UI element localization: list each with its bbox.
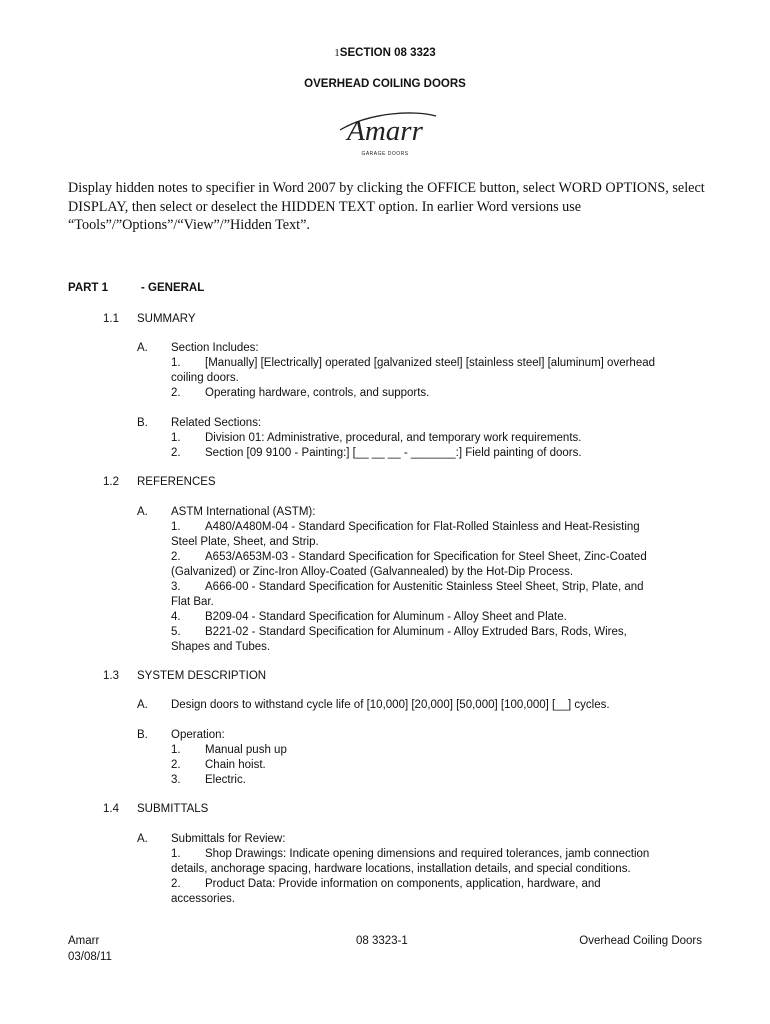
item-text-cont: coiling doors. (171, 372, 239, 384)
item-number: 1. (171, 357, 181, 369)
item-number: 3. (171, 581, 181, 593)
footer-document-title: Overhead Coiling Doors (579, 935, 702, 947)
section-prefix: 1 (334, 47, 340, 59)
item-text: [Manually] [Electrically] operated [galvanized steel] [stainless steel] [aluminum] overhead (205, 357, 656, 369)
item-text: Shop Drawings: Indicate opening dimensions and required tolerances, jamb connection (205, 848, 650, 860)
item-text-cont: Steel Plate, Sheet, and Strip. (171, 536, 319, 548)
amarr-logo-graphic (320, 106, 450, 162)
item-text: Manual push up (205, 744, 287, 756)
article-number: 1.2 (103, 476, 119, 488)
section-heading (0, 47, 770, 59)
item-text: Product Data: Provide information on components, application, hardware, and (205, 878, 601, 890)
item-number: 2. (171, 878, 181, 890)
item-text: A653/A653M-03 - Standard Specification for Specification for Steel Sheet, Zinc-Coated (205, 551, 647, 563)
article-number: 1.1 (103, 313, 119, 325)
item-number: 1. (171, 744, 181, 756)
article-title: SYSTEM DESCRIPTION (137, 670, 267, 682)
item-text-cont: details, anchorage spacing, hardware locations, installation details, and special conditions. (171, 863, 631, 875)
footer-date: 03/08/11 (68, 951, 112, 963)
paragraph-letter: B. (137, 729, 148, 741)
item-text-cont: accessories. (171, 893, 235, 905)
section-title: SECTION 08 3323 (339, 47, 436, 59)
item-text: A480/A480M-04 - Standard Specification for Flat-Rolled Stainless and Heat-Resisting (205, 521, 640, 533)
item-text: Electric. (205, 774, 246, 786)
paragraph-letter: A. (137, 342, 148, 354)
paragraph-title: Submittals for Review: (171, 833, 286, 845)
item-number: 1. (171, 848, 181, 860)
footer-company: Amarr (68, 935, 100, 947)
article-title: REFERENCES (137, 476, 216, 488)
item-text: A666-00 - Standard Specification for Austenitic Stainless Steel Sheet, Strip, Plate, and (205, 581, 644, 593)
item-text: Operating hardware, controls, and supports. (205, 387, 430, 399)
item-text-cont: Shapes and Tubes. (171, 641, 271, 653)
paragraph-text: Design doors to withstand cycle life of [10,000] [20,000] [50,000] [100,000] [__] cycles. (171, 699, 610, 711)
amarr-logo (320, 106, 450, 162)
paragraph-title: Operation: (171, 729, 225, 741)
paragraph-letter: A. (137, 506, 148, 518)
item-text-cont: (Galvanized) or Zinc-Iron Alloy-Coated (Galvannealed) by the Hot-Dip Process. (171, 566, 574, 578)
paragraph-title: Related Sections: (171, 417, 262, 429)
article-number: 1.3 (103, 670, 119, 682)
item-text: Section [09 9100 - Painting:] [__ __ __ - _______:] Field painting of doors. (205, 447, 582, 459)
part-title: - GENERAL (141, 282, 205, 294)
hidden-notes-instruction: Display hidden notes to specifier in Word 2007 by clicking the OFFICE button, select WORD OPTIONS, select DISPLAY, then select or deselect the HIDDEN TEXT option. In earlier Word versions use “Tools”/”Options”/“View”/”Hidden Text”. (68, 180, 705, 233)
item-number: 1. (171, 432, 181, 444)
logo-wordmark: Amarr (347, 115, 423, 147)
item-text: Chain hoist. (205, 759, 266, 771)
paragraph-letter: B. (137, 417, 148, 429)
item-number: 1. (171, 521, 181, 533)
item-number: 2. (171, 387, 181, 399)
document-title: OVERHEAD COILING DOORS (304, 78, 466, 90)
item-text: Division 01: Administrative, procedural, and temporary work requirements. (205, 432, 582, 444)
item-number: 3. (171, 774, 181, 786)
article-number: 1.4 (103, 803, 119, 815)
item-number: 5. (171, 626, 181, 638)
article-title: SUBMITTALS (137, 803, 209, 815)
paragraph-title: ASTM International (ASTM): (171, 506, 316, 518)
part-label: PART 1 (68, 282, 109, 294)
item-number: 2. (171, 759, 181, 771)
item-text: B221-02 - Standard Specification for Aluminum - Alloy Extruded Bars, Rods, Wires, (205, 626, 627, 638)
item-text: B209-04 - Standard Specification for Aluminum - Alloy Sheet and Plate. (205, 611, 567, 623)
item-number: 4. (171, 611, 181, 623)
item-number: 2. (171, 447, 181, 459)
paragraph-letter: A. (137, 699, 148, 711)
article-title: SUMMARY (137, 313, 196, 325)
item-number: 2. (171, 551, 181, 563)
paragraph-letter: A. (137, 833, 148, 845)
logo-tagline: GARAGE DOORS (361, 151, 409, 157)
item-text-cont: Flat Bar. (171, 596, 214, 608)
footer-page-number: 08 3323-1 (356, 935, 408, 947)
paragraph-title: Section Includes: (171, 342, 259, 354)
